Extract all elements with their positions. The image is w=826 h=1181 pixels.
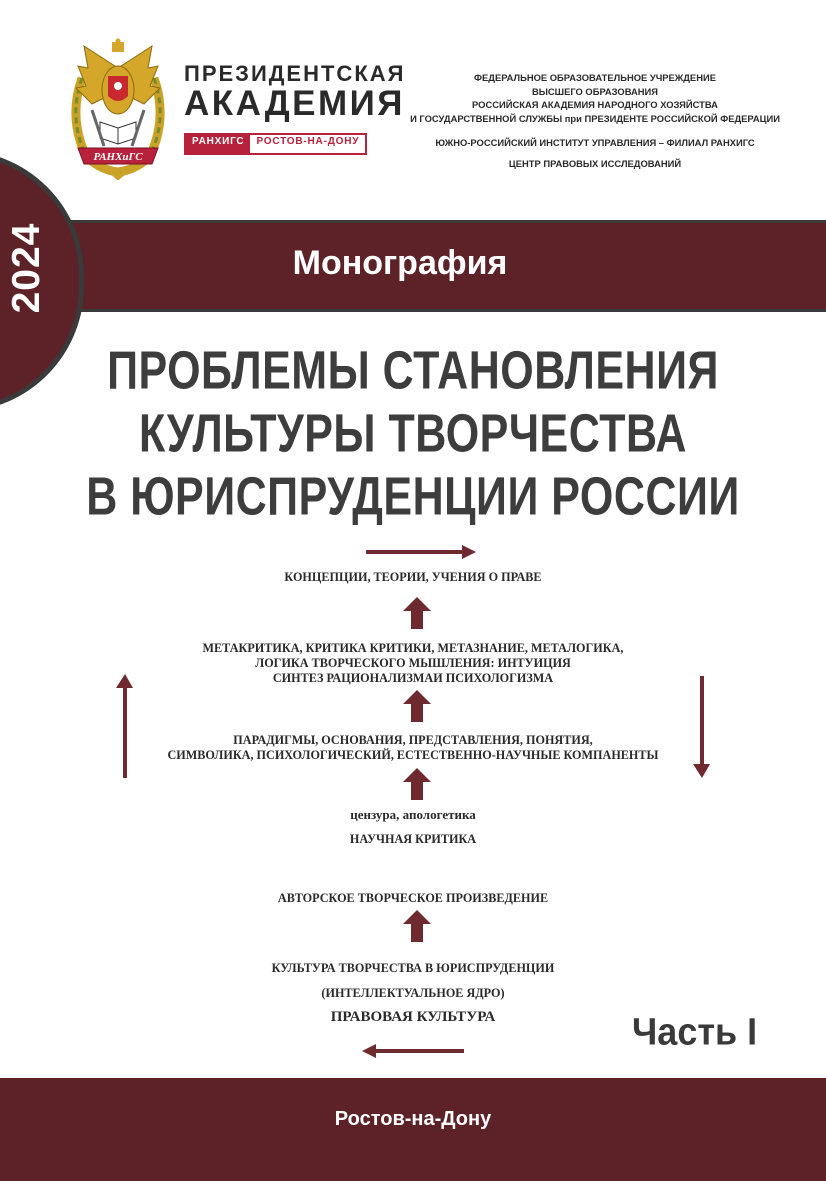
brand-title-line-2: АКАДЕМИЯ [184, 84, 405, 123]
book-title-line-1: ПРОБЛЕМЫ СТАНОВЛЕНИЯ [107, 341, 719, 401]
diagram-intellectual-core: (ИНТЕЛЛЕКТУАЛЬНОЕ ЯДРО) [321, 986, 505, 1000]
institution-line: ВЫСШЕГО ОБРАЗОВАНИЯ [531, 85, 659, 97]
brand-badge-city: РОСТОВ-НА-ДОНУ [250, 135, 365, 153]
arrow-up-icon [403, 768, 431, 800]
arrow-up-icon [403, 597, 431, 629]
ranepa-emblem-logo [64, 38, 172, 180]
diagram-metacritique [113, 641, 713, 686]
diagram-legal-culture: ПРАВОВАЯ КУЛЬТУРА [330, 1009, 496, 1025]
institution-line: ФЕДЕРАЛЬНОЕ ОБРАЗОВАТЕЛЬНОЕ УЧРЕЖДЕНИЕ [474, 72, 716, 83]
diagram-culture-in-law: КУЛЬТУРА ТВОРЧЕСТВА В ЮРИСПРУДЕНЦИИ [271, 961, 555, 975]
institution-branch: ЮЖНО-РОССИЙСКИЙ ИНСТИТУТ УПРАВЛЕНИЯ – ФИЛИАЛ РАНХИГС [435, 137, 755, 148]
emblem-ribbon-text: РАНХиГС [93, 151, 143, 163]
institution-name [380, 71, 810, 125]
diagram-authors-work: АВТОРСКОЕ ТВОРЧЕСКОЕ ПРОИЗВЕДЕНИЕ [277, 891, 549, 905]
research-center: ЦЕНТР ПРАВОВЫХ ИССЛЕДОВАНИЙ [508, 158, 682, 169]
diagram-metacritique-line: МЕТАКРИТИКА, КРИТИКА КРИТИКИ, МЕТАЗНАНИЕ, МЕТАЛОГИКА, [202, 641, 624, 655]
book-title-line-3: В ЮРИСПРУДЕНЦИИ РОССИИ [86, 467, 740, 527]
diagram-metacritique-line: ЛОГИКА ТВОРЧЕСКОГО МЫШЛЕНИЯ: ИНТУИЦИЯ [255, 656, 571, 670]
institution-line: И ГОСУДАРСТВЕННОЙ СЛУЖБЫ при ПРЕЗИДЕНТЕ РОССИЙСКОЙ ФЕДЕРАЦИИ [410, 112, 780, 124]
arrow-up-icon [403, 690, 431, 722]
brand-badges [184, 133, 367, 155]
arrow-left-icon [362, 1043, 466, 1059]
arrow-up-icon [403, 910, 431, 942]
publication-year: 2024 [5, 222, 48, 314]
institution-line: РОССИЙСКАЯ АКАДЕМИЯ НАРОДНОГО ХОЗЯЙСТВА [472, 99, 718, 110]
diagram-metacritique-line: СИНТЕЗ РАЦИОНАЛИЗМАИ ПСИХОЛОГИЗМА [272, 671, 554, 685]
diagram-paradigms [113, 733, 713, 763]
diagram-paradigms-line: СИМВОЛИКА, ПСИХОЛОГИЧЕСКИЙ, ЕСТЕСТВЕННО-НАУЧНЫЕ КОМПАНЕНТЫ [167, 748, 659, 762]
part-label: Часть I [632, 1009, 758, 1053]
diagram-concepts: КОНЦЕПЦИИ, ТЕОРИИ, УЧЕНИЯ О ПРАВЕ [284, 570, 542, 584]
publication-city: Ростов-на-Дону [334, 1108, 492, 1130]
brand-title-line-1: ПРЕЗИДЕНТСКАЯ [184, 61, 406, 86]
monograph-label: Монография [292, 244, 508, 282]
diagram-scientific-critique: НАУЧНАЯ КРИТИКА [349, 832, 477, 846]
book-title-line-2: КУЛЬТУРЫ ТВОРЧЕСТВА [139, 404, 687, 464]
arrow-right-icon [366, 544, 478, 560]
diagram-paradigms-line: ПАРАДИГМЫ, ОСНОВАНИЯ, ПРЕДСТАВЛЕНИЯ, ПОНЯТИЯ, [233, 733, 593, 747]
brand-badge-ranepa: РАНХИГС [186, 135, 250, 153]
diagram-censorship: цензура, апологетика [350, 807, 476, 822]
